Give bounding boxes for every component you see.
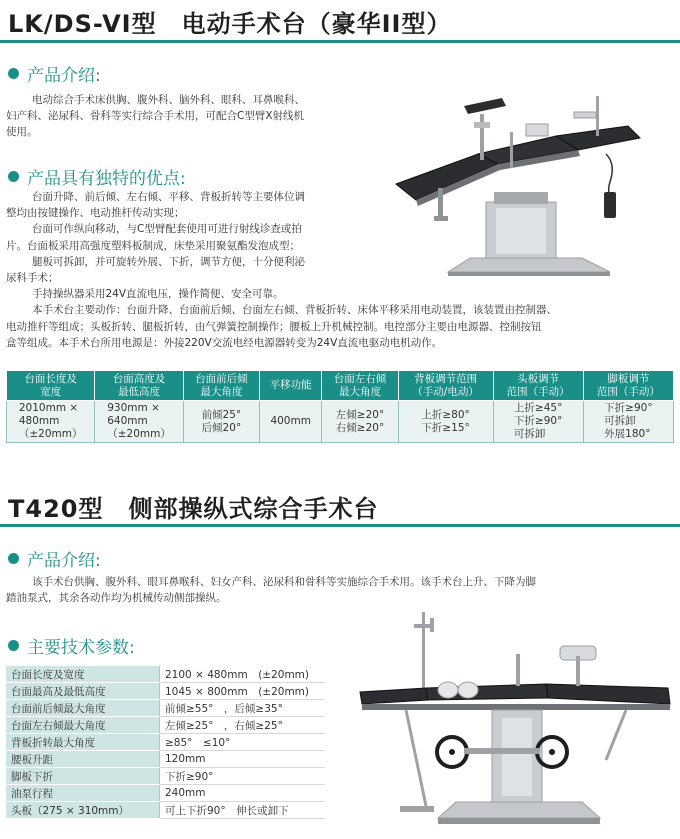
section1-spec-table [6,370,674,443]
intro-line: 电动综合手术床供胸、腹外科、脑外科、眼科、耳鼻喉科、 [32,94,305,106]
value-foot-plate: 下折≥90° 可拆卸 外展180° [583,401,673,443]
section2-intro-heading [8,546,101,571]
param-value: 左倾≥25° ，右倾≥25° [160,717,326,734]
section2-title-rule [0,524,680,527]
table-row [6,700,325,717]
header-head-plate: 头板调节 范围（手动） [493,371,583,401]
feature-line: 手持操纵器采用24V直流电压，操作简便、安全可靠。 [32,288,284,301]
table-row [7,401,674,443]
header-tilt: 台面前后倾 最大角度 [183,371,259,401]
heading-text: 产品介绍: [27,551,101,571]
header-lateral-tilt: 台面左右倾 最大角度 [322,371,398,401]
feature-line: 盒等组成。本手术台所用电源是：外接220V交流电经电源器转变为24V直流电驱动电机动作。 [6,336,443,349]
value-translation: 400mm [260,401,322,443]
param-key: 台面长度及宽度 [6,666,160,683]
feature-line: 尿科手术； [6,272,59,285]
header-translation: 平移功能 [260,371,322,401]
param-key: 脚板下折 [6,768,160,785]
header-back-plate: 背板调节范围 （手动/电动） [398,371,493,401]
param-value: 下折≥90° [160,768,326,785]
bullet-icon [8,553,19,564]
param-key: 台面前后倾最大角度 [6,700,160,717]
electric-operating-table-image [378,92,660,282]
param-key: 台面左右倾最大角度 [6,717,160,734]
param-value: ≥85° ≤10° [160,734,326,751]
header-height: 台面高度及 最低高度 [95,371,183,401]
param-value: 1045 × 800mm (±20mm) [160,683,326,700]
feature-line: 台面升降、前后倾、左右倾、平移、背板折转等主要体位调 [32,191,305,203]
section1-title-rule [0,40,680,43]
section2-intro-text [6,574,666,606]
param-key: 头板（275 × 310mm） [6,802,160,819]
header-foot-plate: 脚板调节 范围（手动） [583,371,673,401]
heading-text: 主要技术参数: [27,638,135,658]
table-row [6,717,325,734]
table-header-row [7,371,674,401]
param-key: 腰板升距 [6,751,160,768]
table-row [6,768,325,785]
param-key: 背板折转最大角度 [6,734,160,751]
value-length-width: 2010mm × 480mm （±20mm） [7,401,95,443]
section2-params-heading [8,633,135,658]
header-length-width: 台面长度及 宽度 [7,371,95,401]
param-key: 台面最高及最低高度 [6,683,160,700]
bullet-icon [8,68,19,79]
table-row [6,785,325,802]
param-value: 可上下折90° 伸长或卸下 [160,802,326,819]
intro-line: 踏油泵式，其余各动作均为机械传动侧部操纵。 [6,592,227,605]
param-value: 120mm [160,751,326,768]
feature-line: 本手术台主要动作：台面升降、台面前后倾、台面左右倾、背板折转、床体平移采用电动装置，该装置由控制器、 [32,304,557,317]
section2-title: T420型 侧部操纵式综合手术台 [8,495,379,523]
feature-line: 整均由按键操作、电动推杆传动实现； [6,207,185,220]
intro-line: 该手术台供胸、腹外科、眼耳鼻喉科、妇女产科、泌尿科和骨科等实施综合手术用。该手术台上升、下降为脚 [32,576,536,588]
feature-line: 片。台面板采用高强度塑料板制成，床垫采用聚氨酯发泡成型； [6,239,300,252]
feature-line: 台面可作纵向移动，与C型臂配套使用可进行射线诊查或拍 [32,223,302,236]
value-back-plate: 上折≥80° 下折≥15° [398,401,493,443]
table-row [6,666,325,683]
value-tilt: 前倾25° 后倾20° [183,401,259,443]
param-value: 前倾≥55° ，后倾≥35° [160,700,326,717]
side-operated-table-image [356,610,674,832]
section1-intro-heading [8,61,101,86]
value-height: 930mm × 640mm （±20mm） [95,401,183,443]
section1-title: LK/DS-VI型 电动手术台（豪华II型） [8,10,452,38]
intro-line: 使用。 [6,126,38,139]
heading-text: 产品具有独特的优点: [27,169,186,189]
section2-params-table [6,666,325,819]
feature-line: 腿板可拆卸，并可旋转外展、下折，调节方便，十分便利泌 [32,255,305,268]
intro-line: 妇产科、泌尿科、骨科等实行综合手术用，可配合C型臂X射线机 [6,110,305,123]
section1-intro-text [6,92,361,141]
feature-line: 电动推杆等组成；头板折转、腿板折转，由气弹簧控制操作；腰板上升机械控制。电控部分主要由电源器、控制按钮 [6,320,542,333]
table-row [6,751,325,768]
section1-features-heading [8,164,186,189]
value-head-plate: 上折≥45° 下折≥90° 可拆卸 [493,401,583,443]
param-key: 油泵行程 [6,785,160,802]
value-lateral-tilt: 左倾≥20° 右倾≥20° [322,401,398,443]
table-row [6,802,325,819]
heading-text: 产品介绍: [27,66,101,86]
bullet-icon [8,171,19,182]
bullet-icon [8,640,19,651]
param-value: 2100 × 480mm (±20mm) [160,666,326,683]
table-row [6,734,325,751]
param-value: 240mm [160,785,326,802]
table-row [6,683,325,700]
